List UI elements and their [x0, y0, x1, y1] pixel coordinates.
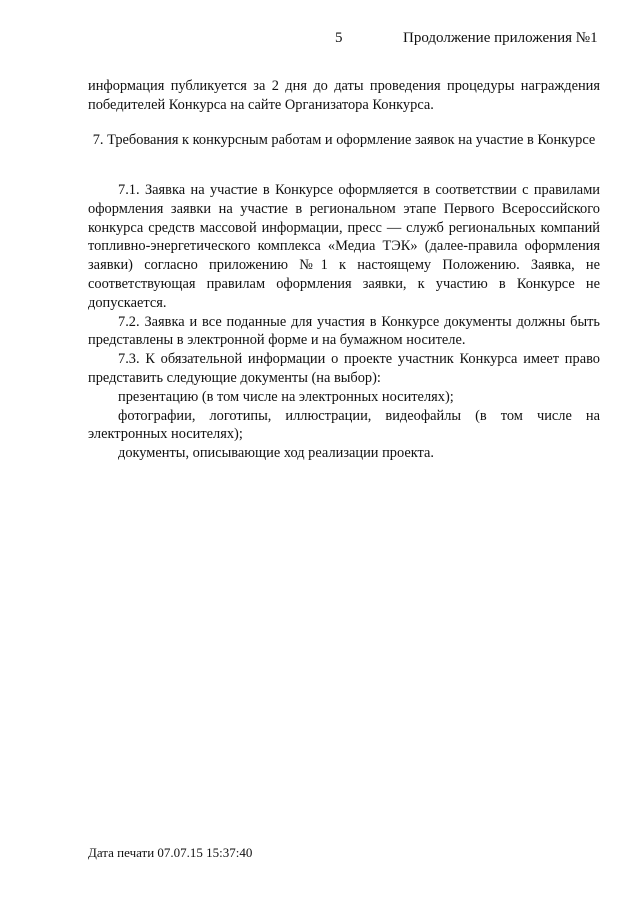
section-title: 7. Требования к конкурсным работам и оформление заявок на участие в Конкурсе: [92, 132, 596, 148]
page-number: 5: [335, 30, 343, 46]
paragraph-7-1: 7.1. Заявка на участие в Конкурсе оформляется в соответствии с правилами оформления заявки на участие в региональном этапе Первого Всероссийского конкурса средств массовой информации, пресс — служб региональных компаний топливно-энергетического комплекса «Медиа ТЭК» (далее-правила оформления заявки) согласно приложению №1 к настоящему Положению. Заявка, не соответствующая правилам оформления заявки, к участию в Конкурсе не допускается.: [88, 182, 600, 311]
appendix-continuation-header: Продолжение приложения №1: [403, 30, 598, 46]
intro-text: информация публикуется за 2 дня до даты проведения процедуры награждения победителей Конкурса на сайте Организатора Конкурса.: [88, 78, 600, 113]
paragraph-7-2: 7.2. Заявка и все поданные для участия в Конкурсе документы должны быть представлены в электронной форме и на бумажном носителе.: [88, 313, 600, 349]
section-body: [88, 181, 600, 463]
list-item: презентацию (в том числе на электронных носителях);: [118, 388, 454, 405]
list-item: документы, описывающие ход реализации проекта.: [118, 445, 435, 462]
list-item: фотографии, логотипы, иллюстрации, видеофайлы (в том числе на электронных носителях);: [88, 407, 600, 443]
intro-paragraph: [88, 77, 600, 115]
print-date: Дата печати 07.07.15 15:37:40: [88, 845, 253, 860]
paragraph-7-3: 7.3. К обязательной информации о проекте участник Конкурса имеет право представить следующие документы (на выбор):: [88, 351, 600, 386]
